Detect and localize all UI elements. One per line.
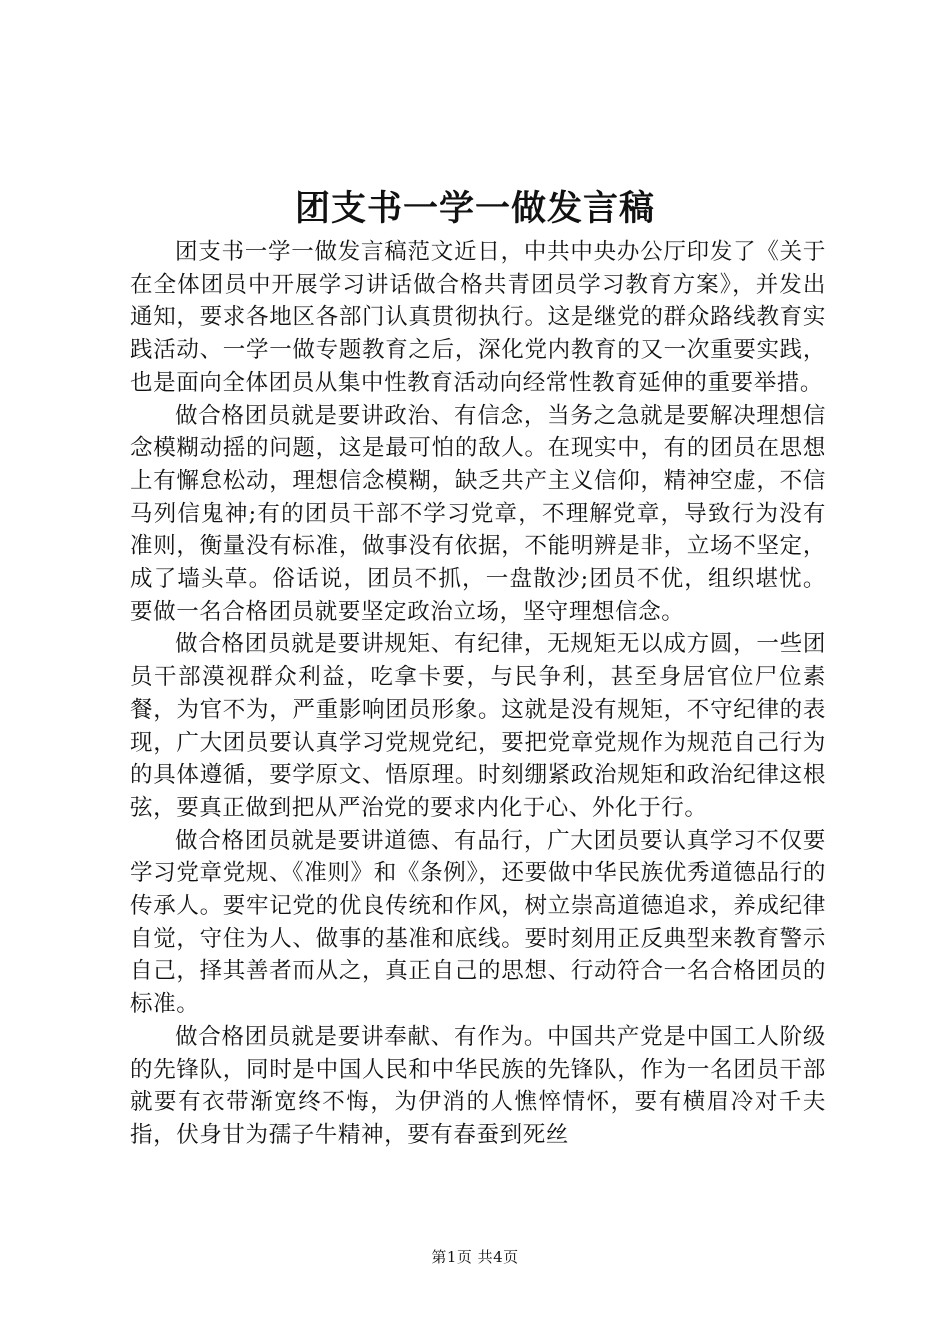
document-title: 团支书一学一做发言稿 (294, 188, 655, 229)
paragraph: 团支书一学一做发言稿范文近日，中共中央办公厅印发了《关于在全体团员中开展学习讲话做合格共青团员学习教育方案》，并发出通知，要求各地区各部门认真贯彻执行。这是继党的群众路线教育实践活动、一学一做专题教育之后，深化党内教育的又一次重要实践，也是面向全体团员从集中性教育活动向经常性教育延伸的重要举措。 (130, 239, 826, 396)
page-number-footer: 第1页 共4页 (431, 1248, 519, 1266)
paragraph: 做合格团员就是要讲道德、有品行，广大团员要认真学习不仅要学习党章党规、《准则》和《条例》，还要做中华民族优秀道德品行的传承人。要牢记党的优良传统和作风，树立崇高道德追求，养成纪律自觉，守住为人、做事的基准和底线。要时刻用正反典型来教育警示自己，择其善者而从之，真正自己的思想、行动符合一名合格团员的标准。 (130, 827, 826, 1018)
paragraph: 做合格团员就是要讲政治、有信念，当务之急就是要解决理想信念模糊动摇的问题，这是最可怕的敌人。在现实中，有的团员在思想上有懈怠松动，理想信念模糊，缺乏共产主义信仰，精神空虚，不信马列信鬼神;有的团员干部不学习党章，不理解党章，导致行为没有准则，衡量没有标准，做事没有依据，不能明辨是非，立场不坚定，成了墙头草。俗话说，团员不抓，一盘散沙;团员不优，组织堪忧。要做一名合格团员就要坚定政治立场，坚守理想信念。 (130, 402, 826, 625)
paragraph: 做合格团员就是要讲规矩、有纪律，无规矩无以成方圆，一些团员干部漠视群众利益，吃拿卡要，与民争利，甚至身居官位尸位素餐，为官不为，严重影响团员形象。这就是没有规矩，不守纪律的表现，广大团员要认真学习党规党纪，要把党章党规作为规范自己行为的具体遵循，要学原文、悟原理。时刻绷紧政治规矩和政治纪律这根弦，要真正做到把从严治党的要求内化于心、外化于行。 (130, 631, 826, 821)
paragraph: 做合格团员就是要讲奉献、有作为。中国共产党是中国工人阶级的先锋队，同时是中国人民和中华民族的先锋队，作为一名团员干部就要有衣带渐宽终不悔，为伊消的人憔悴情怀，要有横眉冷对千夫指，伏身甘为孺子牛精神，要有春蚕到死丝 (130, 1023, 826, 1148)
document-body (130, 236, 826, 1152)
